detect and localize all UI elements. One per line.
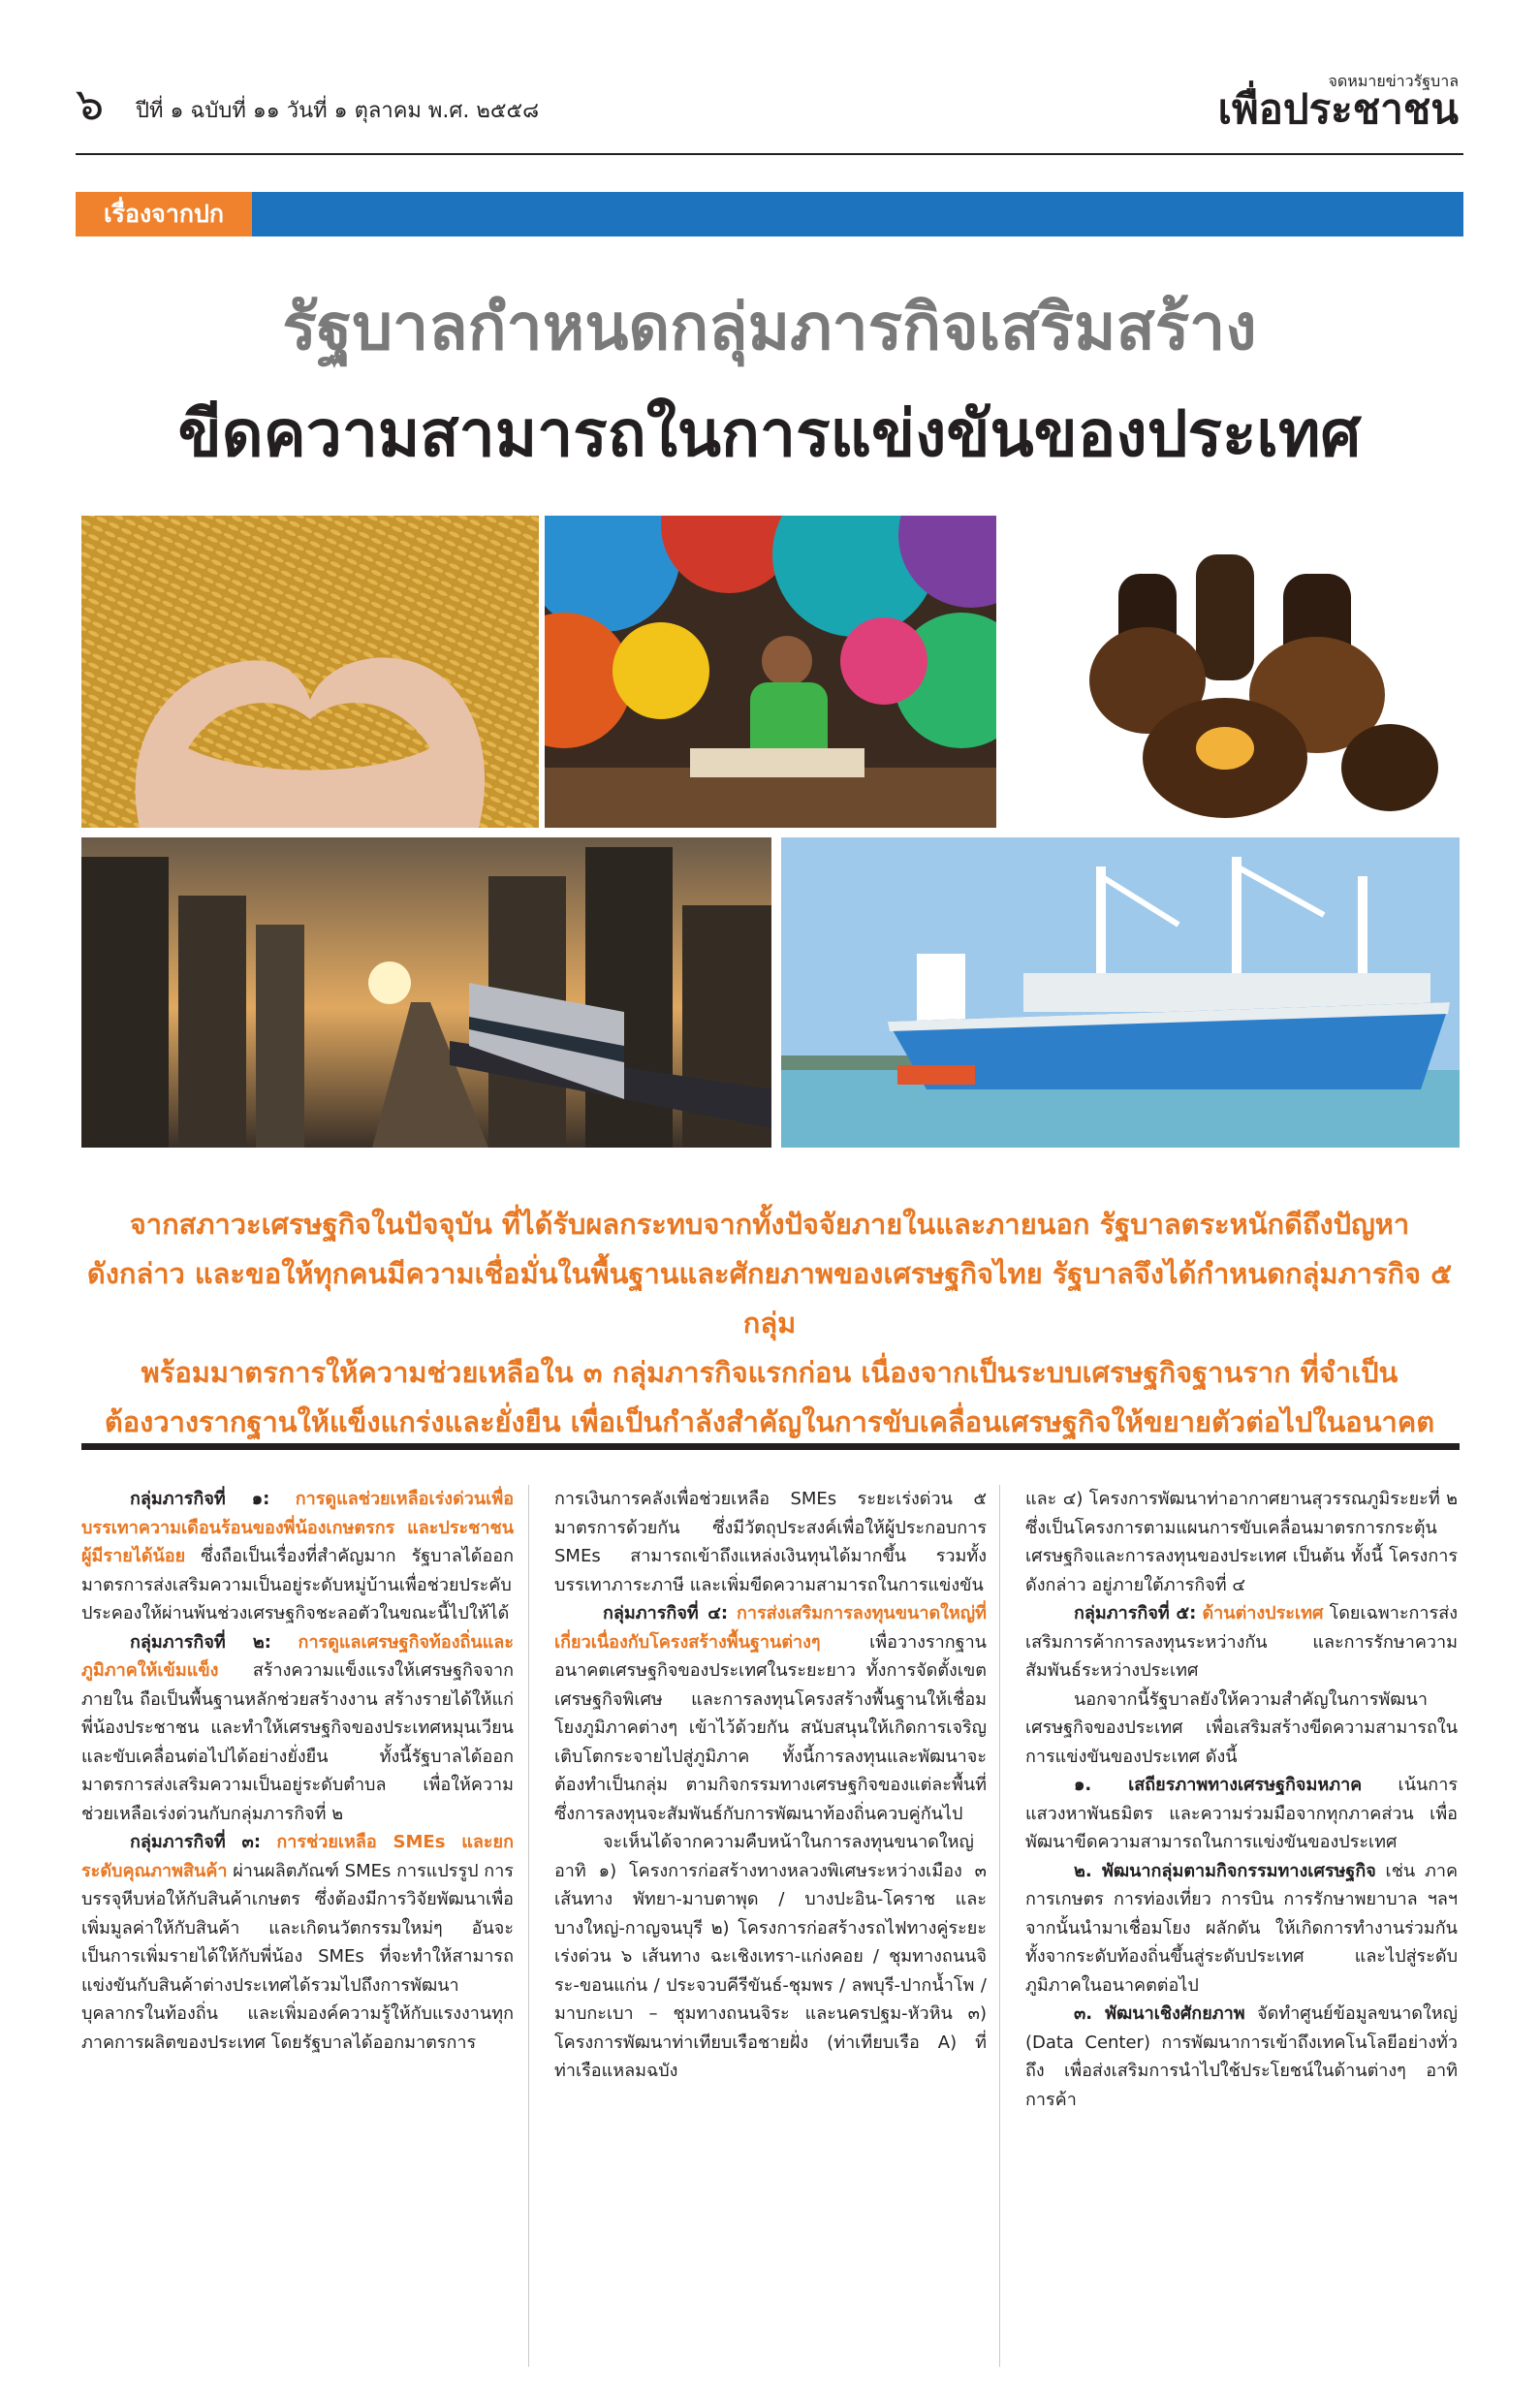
paragraph-text: โดยเฉพาะการส่งเสริมการค้าการลงทุนระหว่างกัน และการรักษาความสัมพันธ์ระหว่างประเทศ [1025,1603,1458,1681]
paragraph-mission-3 [81,1828,514,2057]
column-divider [528,1485,529,2367]
section-bar [76,192,1463,236]
mission-title: การดูแลเศรษฐกิจท้องถิ่นและภูมิภาคให้เข้มแข็ง [81,1631,514,1681]
page-number: ๖ [76,78,105,130]
paragraph-point-1 [1025,1771,1458,1857]
paragraph-text: จัดทำศูนย์ข้อมูลขนาดใหญ่ (Data Center) การพัฒนาการเข้าถึงเทคโนโลยีอย่างทั่วถึง เพื่อส่งเสริมการนำไปใช้ประโยชน์ในด้านต่างๆ อาทิ การค้า [1025,2003,1458,2110]
point-label: ๒. พัฒนากลุ่มตามกิจกรรมทางเศรษฐกิจ [1074,1860,1376,1881]
paragraph-mission-4 [554,1599,987,1828]
body-column-1 [81,1485,514,2057]
paragraph-text: ผ่านผลิตภัณฑ์ SMEs การแปรรูป การบรรจุหีบห่อให้กับสินค้าเกษตร ซึ่งต้องมีการวิจัยพัฒนาเพื่อเพิ่มมูลค่าให้กับสินค้า และเกิดนวัตกรรมใหม่ๆ อันจะเป็นการเพิ่มรายได้ให้กับพี่น้อง SMEs ที่จะทำให้สามารถแข่งขันกับสินค้าต่างประเทศได้รวมไปถึงการพัฒนาบุคลากรในท้องถิ่น และเพิ่มองค์ความรู้ให้กับแรงงานทุกภาคการผลิตของประเทศ โดยรัฐบาลได้ออกมาตรการ [81,1860,514,2053]
point-label: ๑. เสถียรภาพทางเศรษฐกิจมหภาค [1074,1775,1363,1795]
mission-label: กลุ่มภารกิจที่ ๔: [603,1603,729,1623]
mission-label: กลุ่มภารกิจที่ ๓: [130,1832,262,1852]
paragraph-point-2 [1025,1857,1458,2001]
paragraph-mission-2 [81,1628,514,1829]
body-rule [81,1443,1460,1450]
paragraph-mission-5 [1025,1599,1458,1686]
paragraph-point-3 [1025,2000,1458,2114]
photo-cargo-ship [781,837,1460,1148]
mission-label: กลุ่มภารกิจที่ ๑: [130,1489,270,1509]
mission-label: กลุ่มภารกิจที่ ๒: [130,1631,271,1653]
lead-paragraph [76,1200,1463,1447]
masthead-title: เพื่อประชาชน [1217,85,1459,133]
paragraph-text: เช่น ภาคการเกษตร การท่องเที่ยว การบิน การรักษาพยาบาล ฯลฯ จากนั้นนำมาเชื่อมโยง ผลักดัน ให้เกิดการทำงานร่วมกันทั้งจากระดับท้องถิ่นขึ้นสู่ระดับประเทศ และไปสู่ระดับภูมิภาคในอนาคตต่อไป [1025,1860,1458,1996]
photo-rice-in-hands [81,516,539,828]
header-rule [76,153,1463,155]
paragraph-intro: นอกจากนี้รัฐบาลยังให้ความสำคัญในการพัฒนาเศรษฐกิจของประเทศ เพื่อเสริมสร้างขีดความสามารถในการแข่งขันของประเทศ ดังนี้ [1025,1688,1458,1767]
photo-coconut-products [1002,516,1460,828]
column-divider [999,1485,1000,2367]
mission-title: การดูแลช่วยเหลือเร่งด่วนเพื่อบรรเทาความเดือนร้อนของพี่น้องเกษตรกร และประชาชนผู้มีรายได้น้อย [81,1489,514,1566]
lead-line: จากสภาวะเศรษฐกิจในปัจจุบัน ที่ได้รับผลกระทบจากทั้งปัจจัยภายในและภายนอก รัฐบาลตระหนักดีถึงปัญหา [129,1208,1410,1241]
body-column-3 [1025,1485,1458,2114]
paragraph-text: เพื่อวางรากฐานอนาคตเศรษฐกิจของประเทศในระยะยาว ทั้งการจัดตั้งเขตเศรษฐกิจพิเศษ และการลงทุนโครงสร้างพื้นฐานให้เชื่อมโยงภูมิภาคต่างๆ เข้าไว้ด้วยกัน สนับสนุนให้เกิดการเจริญเติบโตกระจายไปสู่ภูมิภาค ทั้งนี้การลงทุนและพัฒนาจะต้องทำเป็นกลุ่ม ตามกิจกรรมทางเศรษฐกิจของแต่ละพื้นที่ ซึ่งการลงทุนจะสัมพันธ์กับการพัฒนาท้องถิ่นควบคู่กันไป [554,1631,987,1824]
photo-skytrain-city [81,837,771,1148]
section-tag: เรื่องจากปก [76,192,252,236]
paragraph-projects: จะเห็นได้จากความคืบหน้าในการลงทุนขนาดใหญ่ อาทิ ๑) โครงการก่อสร้างทางหลวงพิเศษระหว่างเมือง ๓ เส้นทาง พัทยา-มาบตาพุด / บางปะอิน-โคราช และบางใหญ่-กาญจนบุรี ๒) โครงการก่อสร้างรถไฟทางคู่ระยะเร่งด่วน ๖ เส้นทาง ฉะเชิงเทรา-แก่งคอย / ชุมทางถนนจิระ-ขอนแก่น / ประจวบคีรีขันธ์-ชุมพร / ลพบุรี-ปากน้ำโพ / มาบกะเบา – ชุมทางถนนจิระ และนครปฐม-หัวหิน ๓) โครงการพัฒนาท่าเทียบเรือชายฝั่ง (ท่าเทียบเรือ A) ที่ท่าเรือแหลมฉบัง [554,1832,987,2081]
paragraph-text: ซึ่งถือเป็นเรื่องที่สำคัญมาก รัฐบาลได้ออกมาตรการส่งเสริมความเป็นอยู่ระดับหมู่บ้านเพื่อช่วยประคับประคองให้ผ่านพ้นช่วงเศรษฐกิจชะลอตัวในขณะนี้ไปให้ได้ [81,1546,514,1623]
issue-line: ปีที่ ๑ ฉบับที่ ๑๑ วันที่ ๑ ตุลาคม พ.ศ. ๒๕๕๘ [136,99,540,123]
mission-title: การช่วยเหลือ SMEs และยกระดับคุณภาพสินค้า [81,1832,514,1881]
paragraph-text: สร้างความแข็งแรงให้เศรษฐกิจจากภายใน ถือเป็นพื้นฐานหลักช่วยสร้างงาน สร้างรายได้ให้แก่พี่น้องประชาชน และทำให้เศรษฐกิจของประเทศหมุนเวียน และขับเคลื่อนต่อไปได้อย่างยั่งยืน ทั้งนี้รัฐบาลได้ออกมาตรการส่งเสริมความเป็นอยู่ระดับตำบล เพื่อให้ความช่วยเหลือเร่งด่วนกับกลุ่มภารกิจที่ ๒ [81,1660,514,1824]
paragraph-continued: และ ๔) โครงการพัฒนาท่าอากาศยานสุวรรณภูมิระยะที่ ๒ ซึ่งเป็นโครงการตามแผนการขับเคลื่อนมาตรการกระตุ้นเศรษฐกิจและการลงทุนของประเทศ เป็นต้น ทั้งนี้ โครงการดังกล่าว อยู่ภายใต้ภารกิจที่ ๔ [1025,1489,1458,1595]
lead-line: พร้อมมาตรการให้ความช่วยเหลือใน ๓ กลุ่มภารกิจแรกก่อน เนื่องจากเป็นระบบเศรษฐกิจฐานราก ที่จำเป็น [141,1356,1399,1389]
lead-line: ต้องวางรากฐานให้แข็งแกร่งและยั่งยืน เพื่อเป็นกำลังสำคัญในการขับเคลื่อนเศรษฐกิจให้ขยายตัวต่อไปในอนาคต [104,1405,1435,1438]
point-label: ๓. พัฒนาเชิงศักยภาพ [1074,2003,1245,2024]
paragraph-text: เน้นการแสวงหาพันธมิตร และความร่วมมือจากทุกภาคส่วน เพื่อพัฒนาขีดความสามารถในการแข่งขันของประเทศ [1025,1775,1458,1852]
headline-line-2: ขีดความสามารถในการแข่งขันของประเทศ [177,396,1362,471]
lead-line: ดังกล่าว และขอให้ทุกคนมีความเชื่อมั่นในพื้นฐานและศักยภาพของเศรษฐกิจไทย รัฐบาลจึงได้กำหนดกลุ่มภารกิจ ๕ กลุ่ม [86,1257,1453,1339]
photo-umbrella-artisan [545,516,996,828]
mission-title: ด้านต่างประเทศ [1202,1603,1324,1623]
paragraph-mission-1 [81,1485,514,1628]
mission-label: กลุ่มภารกิจที่ ๕: [1074,1603,1197,1623]
body-column-2 [554,1485,987,2086]
headline-line-1: รัฐบาลกำหนดกลุ่มภารกิจเสริมสร้าง [282,290,1257,364]
masthead-subtitle: จดหมายข่าวรัฐบาล [1328,72,1459,90]
paragraph-continued: การเงินการคลังเพื่อช่วยเหลือ SMEs ระยะเร่งด่วน ๕ มาตรการด้วยกัน ซึ่งมีวัตถุประสงค์เพื่อให้ผู้ประกอบการ SMEs สามารถเข้าถึงแหล่งเงินทุนได้มากขึ้น รวมทั้งบรรเทาภาระภาษี และเพิ่มขีดความสามารถในการแข่งขัน [554,1489,987,1595]
mission-title: การส่งเสริมการลงทุนขนาดใหญ่ที่เกี่ยวเนื่องกับโครงสร้างพื้นฐานต่างๆ [554,1603,987,1653]
